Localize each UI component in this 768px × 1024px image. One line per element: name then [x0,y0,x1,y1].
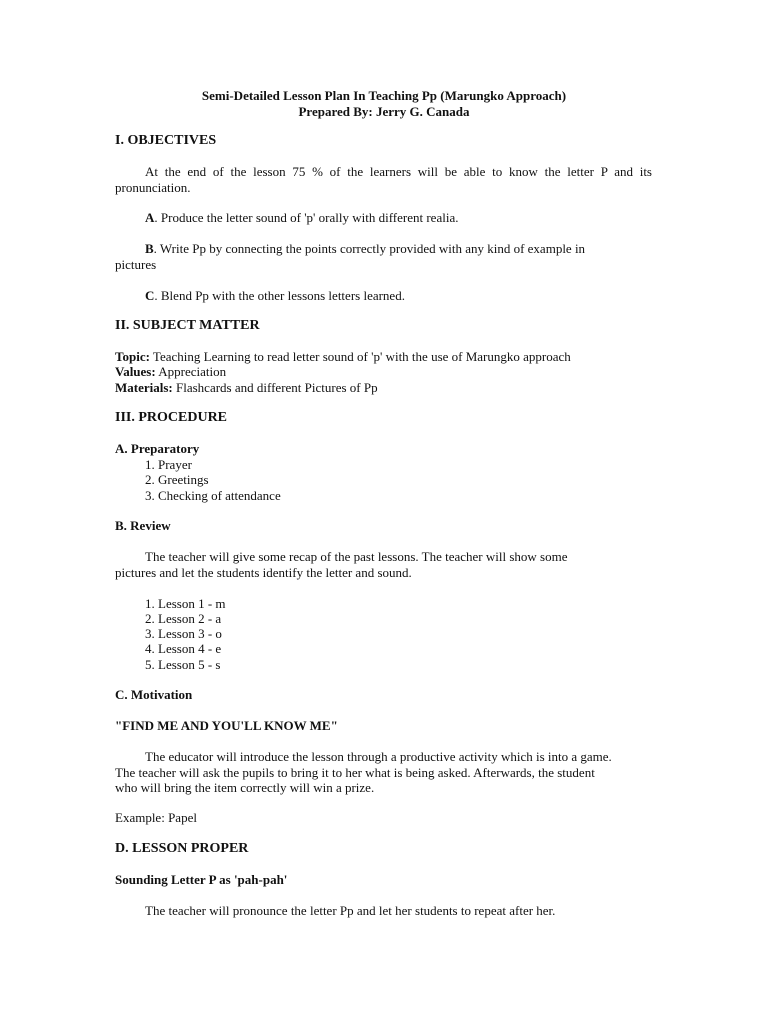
objectives-intro-line1: At the end of the lesson 75 % of the learners will be able to know the letter P and its [145,164,652,179]
objectives-intro-line2: pronunciation. [115,180,191,195]
topic-label: Topic: [115,349,150,364]
lesson-proper-subheading: Sounding Letter P as 'pah-pah' [115,872,288,887]
objective-b [145,241,585,256]
preparatory-item-2: 2. Greetings [145,472,209,487]
objective-b-letter: B [145,241,154,256]
document-author: Prepared By: Jerry G. Canada [298,104,470,119]
subject-matter-heading: II. SUBJECT MATTER [115,318,260,333]
review-para-line2: pictures and let the students identify the letter and sound. [115,565,412,580]
topic-line [115,349,571,364]
objective-a-letter: A [145,210,155,225]
materials-value: Flashcards and different Pictures of Pp [172,380,378,395]
values-value: Appreciation [155,364,227,379]
review-item-1: 1. Lesson 1 - m [145,596,226,611]
values-line [115,364,226,379]
objective-c [145,288,405,303]
objective-b-text-line2: pictures [115,257,157,272]
motivation-para-line1: The educator will introduce the lesson through a productive activity which is into a game. [145,749,612,764]
objective-a-text: . Produce the letter sound of 'p' orally with different realia. [154,210,459,225]
review-item-4: 4. Lesson 4 - e [145,641,222,656]
motivation-para-line2: The teacher will ask the pupils to bring it to her what is being asked. Afterwards, the student [115,765,595,780]
values-label: Values: [115,364,156,379]
motivation-para-line3: who will bring the item correctly will win a prize. [115,780,375,795]
objectives-heading: I. OBJECTIVES [115,133,217,148]
review-item-3: 3. Lesson 3 - o [145,626,222,641]
topic-value: Teaching Learning to read letter sound of 'p' with the use of Marungko approach [149,349,571,364]
motivation-game-title: "FIND ME AND YOU'LL KNOW ME" [115,718,338,733]
procedure-heading: III. PROCEDURE [115,410,228,425]
materials-label: Materials: [115,380,173,395]
review-heading: B. Review [115,518,171,533]
preparatory-heading: A. Preparatory [115,441,200,456]
review-item-2: 2. Lesson 2 - a [145,611,222,626]
preparatory-item-1: 1. Prayer [145,457,192,472]
document-title: Semi-Detailed Lesson Plan In Teaching Pp (Marungko Approach) [201,88,567,103]
materials-line [115,380,378,395]
preparatory-item-3: 3. Checking of attendance [145,488,281,503]
objective-c-letter: C [145,288,155,303]
lesson-proper-para: The teacher will pronounce the letter Pp and let her students to repeat after her. [145,903,556,918]
objective-a [145,210,458,225]
motivation-heading: C. Motivation [115,687,193,702]
review-para-line1: The teacher will give some recap of the past lessons. The teacher will show some [145,549,568,564]
objective-c-text: . Blend Pp with the other lessons letters learned. [154,288,405,303]
motivation-example: Example: Papel [115,810,197,825]
review-item-5: 5. Lesson 5 - s [145,657,221,672]
lesson-proper-heading: D. LESSON PROPER [115,841,249,856]
objective-b-text-line1: . Write Pp by connecting the points correctly provided with any kind of example in [153,241,586,256]
